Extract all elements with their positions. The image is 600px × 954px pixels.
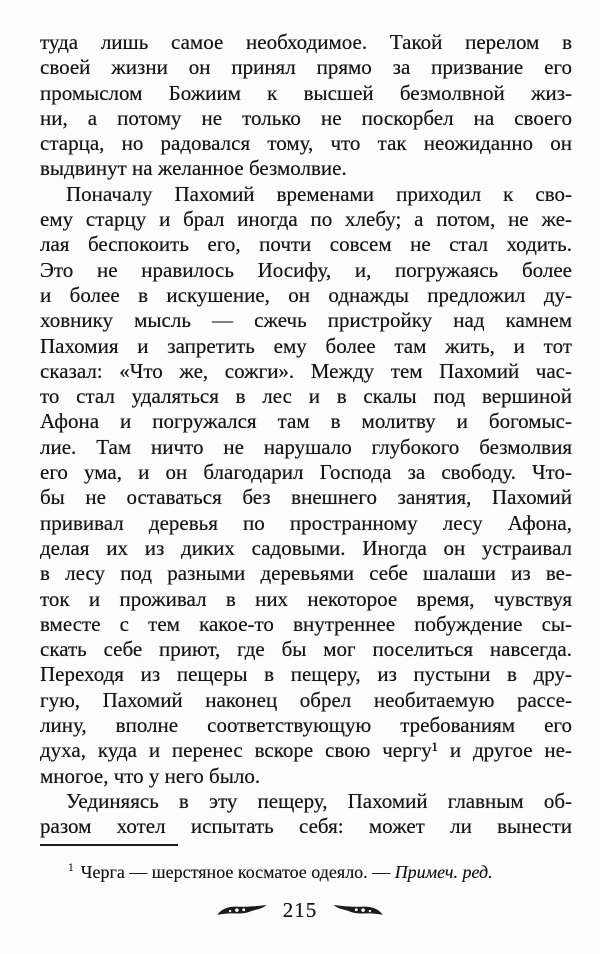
text-line: прививал деревья по пространному лесу Афона, [40, 510, 572, 535]
text-line: старца, но радовался тому, что так неожиданно он [40, 131, 572, 156]
text-line: духа, куда и перенес вскоре свою чергу¹ и другое не- [40, 738, 572, 763]
paragraph [40, 789, 572, 840]
text-line: лие. Там ничто не нарушало глубокого безмолвия [40, 434, 572, 459]
text-line: гую, Пахомий наконец обрел необитаемую рассе- [40, 687, 572, 712]
text-line: своей жизни он принял прямо за призвание его [40, 55, 572, 80]
text-line: Уединяясь в эту пещеру, Пахомий главным об- [66, 788, 572, 813]
footnote [40, 844, 572, 884]
text-line: туда лишь самое необходимое. Такой перелом в [40, 30, 572, 54]
text-line: вместе с тем какое-то внутреннее побуждение сы- [40, 611, 572, 636]
footnote-definition: Черга — шерстяное косматое одеяло. — [80, 862, 395, 882]
page-number: 215 [282, 898, 318, 922]
page-footer [0, 898, 600, 923]
footnote-text [40, 856, 572, 884]
text-line: Пахомия и запретить ему более там жить, и тот [40, 333, 572, 358]
text-line: Поначалу Пахомий временами приходил к сво- [66, 181, 572, 206]
flourish-left-icon [216, 902, 268, 919]
text-line: ему старцу и брал иногда по хлебу; а потом, не же- [40, 207, 572, 232]
text-line: Афона и погружался там в молитву и богомыс- [40, 409, 572, 434]
text-line: его ума, и он благодарил Господа за свободу. Что- [40, 460, 572, 485]
text-line: ток и проживал в них некоторое время, чувствуя [40, 586, 572, 611]
text-line: лину, вполне соответствующую требованиям его [40, 713, 572, 738]
paragraph [40, 30, 572, 182]
footnote-divider [40, 844, 178, 846]
text-line: ни, а потому не только не поскорбел на своего [40, 105, 572, 130]
body-text [40, 30, 572, 840]
text-line: промыслом Божиим к высшей безмолвной жиз- [40, 80, 572, 105]
text-line: ховнику мысль — сжечь пристройку над камнем [40, 308, 572, 333]
text-line: бы не оставаться без внешнего занятия, Пахомий [40, 485, 572, 510]
text-line: скать себе приют, где бы мог поселиться навсегда. [40, 637, 572, 662]
text-line: многое, что у него было. [40, 763, 261, 788]
text-line: сказал: «Что же, сожги». Между тем Пахомий час- [40, 358, 572, 383]
text-line: Это не нравилось Иосифу, и, погружаясь более [40, 257, 572, 282]
text-line: разом хотел испытать себя: может ли вынести [40, 814, 572, 839]
text-line: и более в искушение, он однажды предложил ду- [40, 282, 572, 307]
text-line: в лесу под разными деревьями себе шалаши из ве- [40, 561, 572, 586]
text-line: Переходя из пещеры в пещеру, из пустыни в дру- [40, 662, 572, 687]
footnote-attribution: Примеч. ред. [394, 862, 493, 882]
text-line: выдвинут на желанное безмолвие. [40, 156, 347, 181]
text-line: то стал удаляться в лес и в скалы под вершиной [40, 384, 572, 409]
flourish-right-icon [332, 902, 384, 919]
text-line: лая беспокоить его, почти совсем не стал ходить. [40, 232, 572, 257]
paragraph [40, 182, 572, 789]
text-line: делая их из диких садовыми. Иногда он устраивал [40, 535, 572, 560]
footnote-marker: 1 [68, 862, 74, 874]
